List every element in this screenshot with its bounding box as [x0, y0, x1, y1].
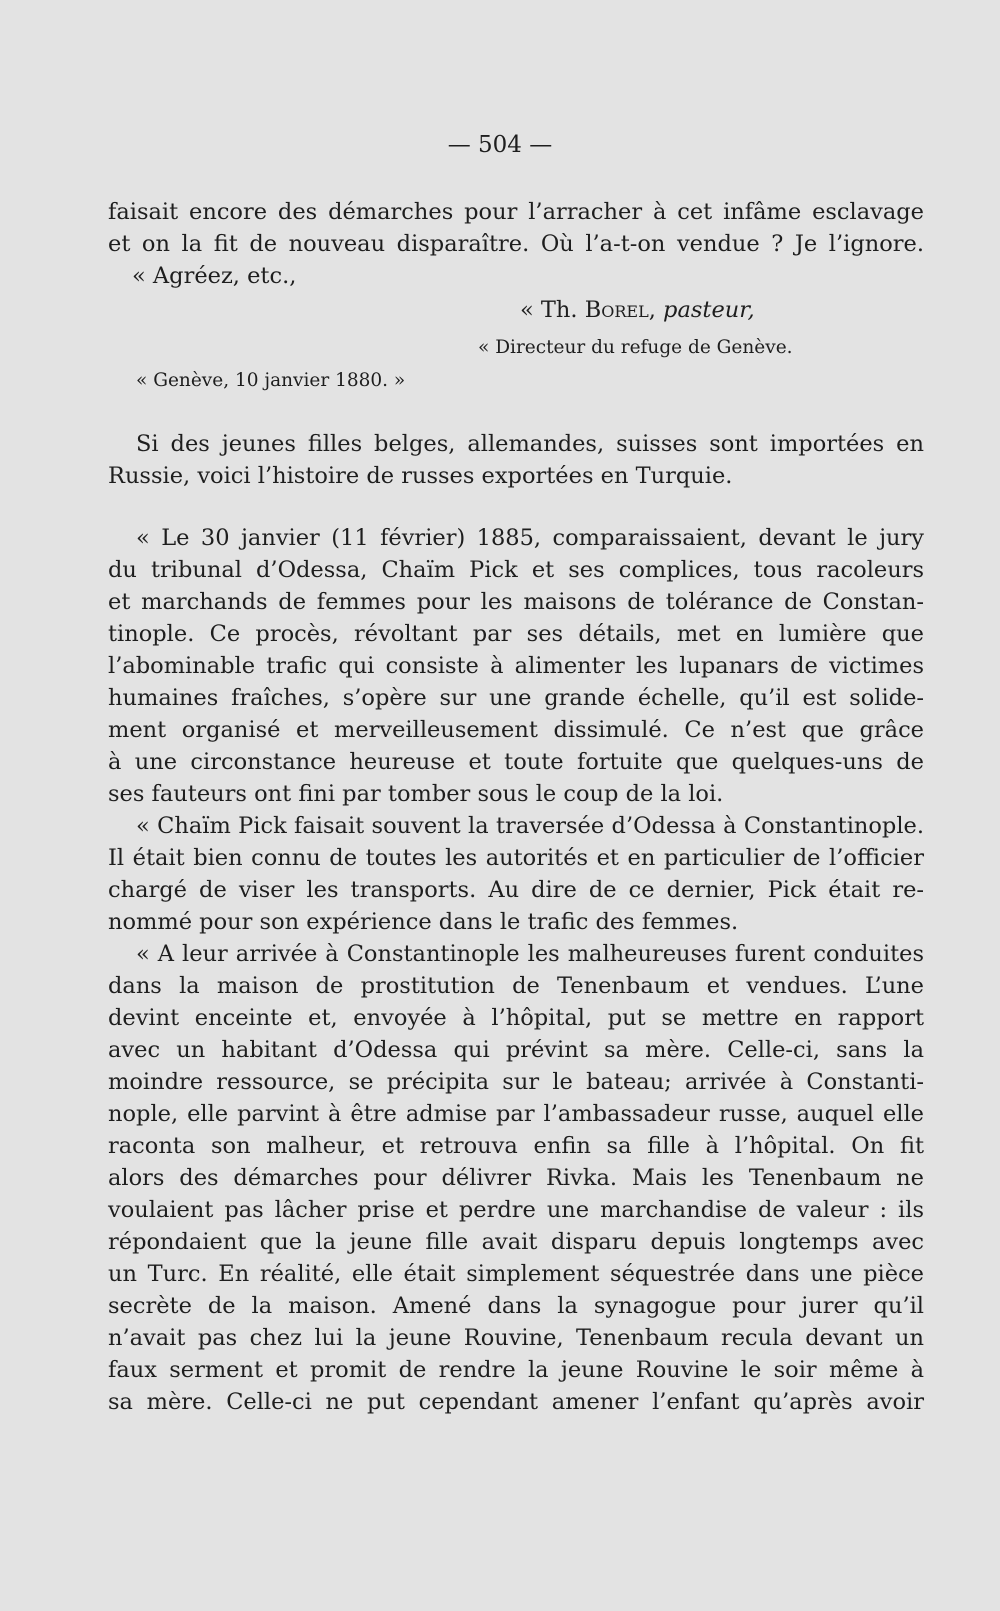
signature-line	[108, 294, 924, 326]
text-line: secrète de la maison. Amené dans la synagogue pour jurer qu’il	[108, 1293, 924, 1319]
text-line: nommé pour son expérience dans le trafic des femmes.	[108, 909, 739, 935]
text-line: « Chaïm Pick faisait souvent la traversée d’Odessa à Constantinople.	[136, 813, 924, 839]
text-line: et on la fit de nouveau disparaître. Où l’a-t-on vendue ? Je l’ignore.	[108, 231, 924, 257]
signature-title: pasteur,	[663, 297, 755, 323]
text-line: voulaient pas lâcher prise et perdre une marchandise de valeur : ils	[108, 1197, 924, 1223]
text-line: devint enceinte et, envoyée à l’hôpital, put se mettre en rapport	[108, 1005, 924, 1031]
text-line: « A leur arrivée à Constantinople les malheureuses furent conduites	[136, 941, 924, 967]
place-date: « Genève, 10 janvier 1880. »	[136, 370, 406, 391]
place-date-block	[108, 365, 924, 397]
text-line: Russie, voici l’histoire de russes exportées en Turquie.	[108, 463, 733, 489]
letter-text	[108, 196, 924, 292]
text-line: ment organisé et merveilleusement dissimulé. Ce n’est que grâce	[108, 717, 924, 743]
paragraph-3	[108, 938, 924, 1418]
signature-name: Borel,	[584, 297, 656, 323]
text-line: raconta son malheur, et retrouva enfin sa fille à l’hôpital. On fit	[108, 1133, 924, 1159]
page-number: — 504 —	[447, 132, 553, 158]
paragraph-2	[108, 810, 924, 938]
text-line: à une circonstance heureuse et toute fortuite que quelques-uns de	[108, 749, 924, 775]
paragraph-1	[108, 522, 924, 810]
text-line: et marchands de femmes pour les maisons de tolérance de Constan-	[108, 589, 924, 615]
text-line: humaines fraîches, s’opère sur une grande échelle, qu’il est solide-	[108, 685, 924, 711]
text-line: dans la maison de prostitution de Tenenbaum et vendues. L’une	[108, 973, 924, 999]
signature-role-block	[108, 332, 924, 364]
text-line: chargé de viser les transports. Au dire de ce dernier, Pick était re-	[108, 877, 924, 903]
letter-closing: « Agréez, etc.,	[132, 263, 297, 289]
signature-role: « Directeur du refuge de Genève.	[478, 337, 793, 358]
text-line: répondaient que la jeune fille avait disparu depuis longtemps avec	[108, 1229, 924, 1255]
signature-block	[108, 294, 924, 326]
text-line: nople, elle parvint à être admise par l’ambassadeur russe, auquel elle	[108, 1101, 924, 1127]
text-line: moindre ressource, se précipita sur le bateau; arrivée à Constanti-	[108, 1069, 924, 1095]
text-line: alors des démarches pour délivrer Rivka. Mais les Tenenbaum ne	[108, 1165, 924, 1191]
text-line: l’abominable trafic qui consiste à alimenter les lupanars de victimes	[108, 653, 924, 679]
signature-prefix: « Th.	[520, 297, 578, 323]
text-line: Si des jeunes filles belges, allemandes, suisses sont importées en	[136, 431, 924, 457]
text-line: faux serment et promit de rendre la jeune Rouvine le soir même à	[108, 1357, 924, 1383]
text-line: n’avait pas chez lui la jeune Rouvine, Tenenbaum recula devant un	[108, 1325, 924, 1351]
text-line: Il était bien connu de toutes les autorités et en particulier de l’officier	[108, 845, 924, 871]
text-line: du tribunal d’Odessa, Chaïm Pick et ses complices, tous racoleurs	[108, 557, 924, 583]
text-line: un Turc. En réalité, elle était simplement séquestrée dans une pièce	[108, 1261, 924, 1287]
intro-paragraph	[108, 428, 924, 492]
text-line: faisait encore des démarches pour l’arracher à cet infâme esclavage	[108, 199, 924, 225]
text-line: ses fauteurs ont fini par tomber sous le coup de la loi.	[108, 781, 724, 807]
text-line: « Le 30 janvier (11 février) 1885, comparaissaient, devant le jury	[136, 525, 924, 551]
text-line: tinople. Ce procès, révoltant par ses détails, met en lumière que	[108, 621, 924, 647]
text-line: avec un habitant d’Odessa qui prévint sa mère. Celle-ci, sans la	[108, 1037, 924, 1063]
text-line: sa mère. Celle-ci ne put cependant amener l’enfant qu’après avoir	[108, 1389, 924, 1415]
